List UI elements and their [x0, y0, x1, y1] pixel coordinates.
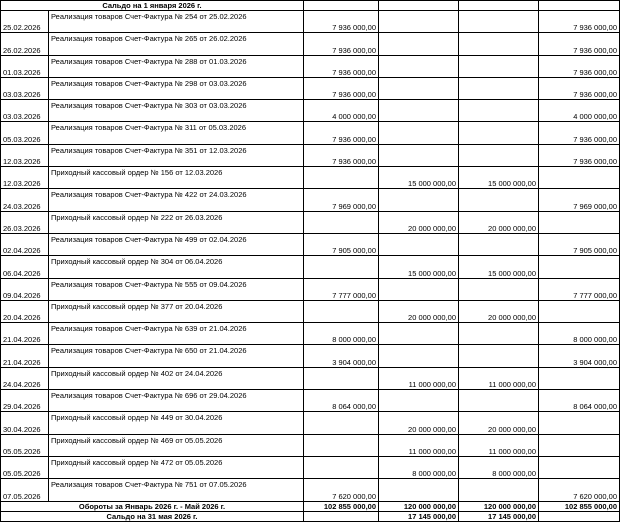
table-row	[1, 167, 620, 189]
row-credit	[379, 77, 459, 99]
totals-label: Обороты за Январь 2026 г. - Май 2026 г.	[1, 501, 304, 511]
closing-balance-label: Сальдо на 31 мая 2026 г.	[1, 511, 304, 521]
table-row	[1, 233, 620, 255]
row-debit	[304, 167, 379, 189]
closing-credit: 17 145 000,00	[379, 511, 459, 521]
row-document: Приходный кассовый ордер № 156 от 12.03.2026	[49, 167, 304, 189]
row-credit	[379, 100, 459, 122]
row-document: Реализация товаров Счет-Фактура № 499 от 02.04.2026	[49, 233, 304, 255]
row-date: 30.04.2026	[1, 412, 49, 434]
row-credit2	[459, 55, 539, 77]
row-credit	[379, 189, 459, 211]
row-credit	[379, 278, 459, 300]
row-balance: 8 000 000,00	[539, 323, 620, 345]
totals-credit: 120 000 000,00	[379, 501, 459, 511]
table-row	[1, 144, 620, 166]
row-document: Реализация товаров Счет-Фактура № 303 от 03.03.2026	[49, 100, 304, 122]
closing-balance-row	[1, 511, 620, 521]
row-balance: 7 936 000,00	[539, 11, 620, 33]
row-balance	[539, 211, 620, 233]
row-credit	[379, 33, 459, 55]
row-balance: 7 905 000,00	[539, 233, 620, 255]
row-document: Приходный кассовый ордер № 402 от 24.04.2026	[49, 367, 304, 389]
row-debit	[304, 211, 379, 233]
row-balance	[539, 456, 620, 478]
row-balance	[539, 300, 620, 322]
table-row	[1, 323, 620, 345]
row-date: 20.04.2026	[1, 300, 49, 322]
row-balance: 7 936 000,00	[539, 122, 620, 144]
row-document: Реализация товаров Счет-Фактура № 265 от 26.02.2026	[49, 33, 304, 55]
row-date: 05.05.2026	[1, 456, 49, 478]
row-date: 21.04.2026	[1, 323, 49, 345]
row-balance: 4 000 000,00	[539, 100, 620, 122]
table-row	[1, 434, 620, 456]
row-credit2	[459, 233, 539, 255]
row-balance	[539, 434, 620, 456]
row-credit2	[459, 479, 539, 501]
table-row	[1, 122, 620, 144]
row-date: 03.03.2026	[1, 100, 49, 122]
row-date: 21.04.2026	[1, 345, 49, 367]
row-debit	[304, 367, 379, 389]
row-credit2	[459, 33, 539, 55]
row-debit: 7 936 000,00	[304, 11, 379, 33]
table-row	[1, 55, 620, 77]
table-row	[1, 11, 620, 33]
row-credit2: 20 000 000,00	[459, 412, 539, 434]
row-document: Реализация товаров Счет-Фактура № 555 от 09.04.2026	[49, 278, 304, 300]
row-credit2	[459, 390, 539, 412]
row-credit2	[459, 323, 539, 345]
row-credit2	[459, 144, 539, 166]
table-row	[1, 278, 620, 300]
row-document: Приходный кассовый ордер № 472 от 05.05.2026	[49, 456, 304, 478]
row-balance: 7 969 000,00	[539, 189, 620, 211]
row-balance: 7 620 000,00	[539, 479, 620, 501]
row-debit: 7 936 000,00	[304, 55, 379, 77]
row-balance: 3 904 000,00	[539, 345, 620, 367]
row-document: Реализация товаров Счет-Фактура № 311 от 05.03.2026	[49, 122, 304, 144]
row-document: Реализация товаров Счет-Фактура № 288 от 01.03.2026	[49, 55, 304, 77]
row-credit	[379, 144, 459, 166]
row-debit: 7 777 000,00	[304, 278, 379, 300]
row-debit: 7 905 000,00	[304, 233, 379, 255]
row-date: 05.03.2026	[1, 122, 49, 144]
row-credit	[379, 390, 459, 412]
row-date: 03.03.2026	[1, 77, 49, 99]
table-row	[1, 100, 620, 122]
table-row	[1, 390, 620, 412]
opening-balance-row	[1, 1, 620, 11]
row-date: 07.05.2026	[1, 479, 49, 501]
row-credit: 20 000 000,00	[379, 211, 459, 233]
row-debit: 7 936 000,00	[304, 33, 379, 55]
row-credit: 15 000 000,00	[379, 256, 459, 278]
row-debit	[304, 412, 379, 434]
row-credit: 20 000 000,00	[379, 412, 459, 434]
row-debit: 7 936 000,00	[304, 77, 379, 99]
row-date: 26.03.2026	[1, 211, 49, 233]
row-debit	[304, 256, 379, 278]
row-credit: 15 000 000,00	[379, 167, 459, 189]
row-document: Реализация товаров Счет-Фактура № 751 от 07.05.2026	[49, 479, 304, 501]
row-document: Приходный кассовый ордер № 449 от 30.04.2026	[49, 412, 304, 434]
row-date: 06.04.2026	[1, 256, 49, 278]
row-credit2: 20 000 000,00	[459, 300, 539, 322]
row-date: 05.05.2026	[1, 434, 49, 456]
row-balance: 7 936 000,00	[539, 144, 620, 166]
row-balance: 7 777 000,00	[539, 278, 620, 300]
table-row	[1, 479, 620, 501]
table-row	[1, 367, 620, 389]
row-date: 09.04.2026	[1, 278, 49, 300]
row-credit2: 20 000 000,00	[459, 211, 539, 233]
row-balance	[539, 412, 620, 434]
row-document: Реализация товаров Счет-Фактура № 351 от 12.03.2026	[49, 144, 304, 166]
closing-credit2: 17 145 000,00	[459, 511, 539, 521]
totals-debit: 102 855 000,00	[304, 501, 379, 511]
totals-row	[1, 501, 620, 511]
row-credit2	[459, 189, 539, 211]
row-date: 02.04.2026	[1, 233, 49, 255]
row-credit	[379, 479, 459, 501]
row-balance: 7 936 000,00	[539, 77, 620, 99]
row-date: 24.03.2026	[1, 189, 49, 211]
row-credit	[379, 233, 459, 255]
row-credit2: 15 000 000,00	[459, 256, 539, 278]
row-document: Реализация товаров Счет-Фактура № 254 от 25.02.2026	[49, 11, 304, 33]
row-debit	[304, 300, 379, 322]
row-document: Реализация товаров Счет-Фактура № 298 от 03.03.2026	[49, 77, 304, 99]
row-balance	[539, 167, 620, 189]
row-debit: 8 064 000,00	[304, 390, 379, 412]
table-row	[1, 300, 620, 322]
table-row	[1, 77, 620, 99]
row-credit: 20 000 000,00	[379, 300, 459, 322]
row-credit	[379, 55, 459, 77]
row-credit	[379, 11, 459, 33]
table-row	[1, 211, 620, 233]
row-debit: 7 969 000,00	[304, 189, 379, 211]
row-credit2	[459, 122, 539, 144]
row-document: Реализация товаров Счет-Фактура № 696 от 29.04.2026	[49, 390, 304, 412]
row-date: 26.02.2026	[1, 33, 49, 55]
row-balance: 7 936 000,00	[539, 33, 620, 55]
row-credit2: 15 000 000,00	[459, 167, 539, 189]
row-credit2: 8 000 000,00	[459, 456, 539, 478]
row-debit: 7 620 000,00	[304, 479, 379, 501]
row-date: 25.02.2026	[1, 11, 49, 33]
row-document: Реализация товаров Счет-Фактура № 639 от 21.04.2026	[49, 323, 304, 345]
row-balance: 8 064 000,00	[539, 390, 620, 412]
row-document: Приходный кассовый ордер № 304 от 06.04.2026	[49, 256, 304, 278]
totals-balance: 102 855 000,00	[539, 501, 620, 511]
row-credit	[379, 122, 459, 144]
row-credit2: 11 000 000,00	[459, 434, 539, 456]
row-balance: 7 936 000,00	[539, 55, 620, 77]
row-debit: 7 936 000,00	[304, 144, 379, 166]
row-credit2	[459, 345, 539, 367]
row-credit2	[459, 278, 539, 300]
row-date: 29.04.2026	[1, 390, 49, 412]
row-document: Приходный кассовый ордер № 377 от 20.04.2026	[49, 300, 304, 322]
table-row	[1, 345, 620, 367]
row-credit2	[459, 77, 539, 99]
row-date: 01.03.2026	[1, 55, 49, 77]
row-credit: 11 000 000,00	[379, 367, 459, 389]
row-credit2	[459, 100, 539, 122]
table-row	[1, 456, 620, 478]
row-date: 12.03.2026	[1, 167, 49, 189]
row-credit2: 11 000 000,00	[459, 367, 539, 389]
row-debit: 8 000 000,00	[304, 323, 379, 345]
table-row	[1, 412, 620, 434]
row-document: Приходный кассовый ордер № 469 от 05.05.2026	[49, 434, 304, 456]
row-date: 12.03.2026	[1, 144, 49, 166]
row-credit: 11 000 000,00	[379, 434, 459, 456]
table-row	[1, 189, 620, 211]
row-credit	[379, 323, 459, 345]
row-debit	[304, 434, 379, 456]
row-debit: 4 000 000,00	[304, 100, 379, 122]
row-credit	[379, 345, 459, 367]
row-balance	[539, 256, 620, 278]
row-credit: 8 000 000,00	[379, 456, 459, 478]
row-credit2	[459, 11, 539, 33]
table-row	[1, 256, 620, 278]
table-row	[1, 33, 620, 55]
row-document: Реализация товаров Счет-Фактура № 422 от 24.03.2026	[49, 189, 304, 211]
row-document: Реализация товаров Счет-Фактура № 650 от 21.04.2026	[49, 345, 304, 367]
row-balance	[539, 367, 620, 389]
row-document: Приходный кассовый ордер № 222 от 26.03.2026	[49, 211, 304, 233]
opening-balance-label: Сальдо на 1 января 2026 г.	[1, 1, 304, 11]
row-debit: 3 904 000,00	[304, 345, 379, 367]
totals-credit2: 120 000 000,00	[459, 501, 539, 511]
row-date: 24.04.2026	[1, 367, 49, 389]
row-debit	[304, 456, 379, 478]
row-debit: 7 936 000,00	[304, 122, 379, 144]
